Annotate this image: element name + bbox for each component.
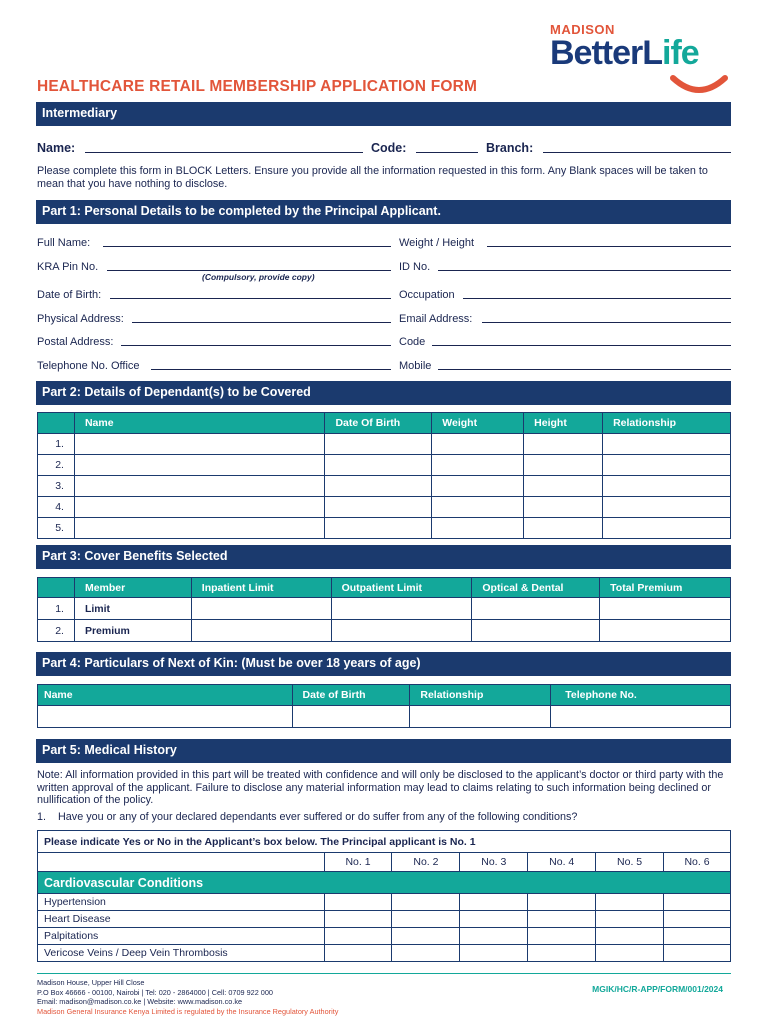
table-row — [38, 455, 731, 476]
table-cell[interactable] — [38, 706, 293, 728]
dependants-header-weight: Weight — [432, 413, 524, 434]
part4-bar: Part 4: Particulars of Next of Kin: (Must be over 18 years of age) — [36, 652, 731, 676]
id-no-field[interactable] — [438, 270, 731, 271]
weight-height-field[interactable] — [487, 246, 731, 247]
medical-question: 1. Have you or any of your declared dependants ever suffered or do suffer from any of the following conditions? — [37, 811, 578, 823]
kin-header-telephone: Telephone No. — [551, 685, 731, 706]
table-cell[interactable] — [325, 455, 432, 476]
part5-bar: Part 5: Medical History — [36, 739, 731, 763]
kin-header-name: Name — [38, 685, 293, 706]
table-cell[interactable] — [74, 476, 324, 497]
table-cell[interactable] — [74, 497, 324, 518]
table-cell[interactable] — [528, 911, 596, 928]
telephone-office-label: Telephone No. Office — [37, 360, 140, 372]
medical-history-table — [37, 830, 731, 962]
table-cell[interactable] — [524, 434, 603, 455]
table-row — [38, 894, 731, 911]
occupation-field[interactable] — [463, 298, 731, 299]
table-cell[interactable] — [524, 518, 603, 539]
kin-header-relationship: Relationship — [410, 685, 551, 706]
medical-header-no2: No. 2 — [392, 853, 460, 872]
footer-email-website: Email: madison@madison.co.ke | Website: www.madison.co.ke — [37, 997, 243, 1006]
row-label-premium: Premium — [74, 620, 191, 642]
part3-bar: Part 3: Cover Benefits Selected — [36, 545, 731, 569]
table-cell[interactable] — [410, 706, 551, 728]
table-cell[interactable] — [460, 894, 528, 911]
table-cell[interactable] — [331, 598, 472, 620]
kin-header-dob: Date of Birth — [292, 685, 410, 706]
condition-hypertension: Hypertension — [38, 894, 325, 911]
form-title: HEALTHCARE RETAIL MEMBERSHIP APPLICATION FORM — [37, 78, 478, 95]
table-row — [38, 497, 731, 518]
footer-po-box: P.O Box 46666 - 00100, Nairobi | Tel: 020 - 2864000 | Cell: 0709 922 000 — [37, 987, 273, 997]
table-row — [38, 476, 731, 497]
intermediary-name-field[interactable] — [85, 152, 363, 153]
row-number: 1. — [38, 598, 75, 620]
row-number: 2. — [38, 455, 75, 476]
instructions-text: Please complete this form in BLOCK Letters. Ensure you provide all the information requested in this form. Any Blank spaces will be taken to mean that you have nothing to disclose. — [37, 165, 708, 190]
table-cell[interactable] — [603, 455, 731, 476]
intermediary-bar: Intermediary — [36, 102, 731, 126]
table-cell[interactable] — [596, 945, 664, 962]
footer-regulation: Madison General Insurance Kenya Limited is regulated by the Insurance Regulatory Authority — [37, 1006, 339, 1016]
table-row — [38, 620, 731, 642]
table-row — [38, 434, 731, 455]
table-cell[interactable] — [392, 928, 460, 945]
table-row — [38, 706, 731, 728]
footer-contact — [37, 978, 338, 1016]
row-number: 4. — [38, 497, 75, 518]
intermediary-name-label: Name: — [37, 141, 76, 155]
medical-header-blank — [38, 853, 325, 872]
table-cell[interactable] — [392, 945, 460, 962]
dependants-header-index — [38, 413, 75, 434]
table-cell[interactable] — [528, 894, 596, 911]
postal-address-field[interactable] — [121, 345, 391, 346]
kra-pin-label: KRA Pin No. — [37, 261, 99, 273]
email-address-field[interactable] — [482, 322, 731, 323]
table-cell[interactable] — [524, 497, 603, 518]
table-cell[interactable] — [325, 497, 432, 518]
madison-betterlife-logo — [550, 22, 730, 100]
table-cell[interactable] — [292, 706, 410, 728]
table-row — [38, 945, 731, 962]
cover-benefits-table — [37, 577, 731, 642]
row-number: 3. — [38, 476, 75, 497]
row-label-limit: Limit — [74, 598, 191, 620]
kra-pin-hint: (Compulsory, provide copy) — [202, 272, 315, 282]
kra-pin-field[interactable] — [107, 270, 391, 271]
table-cell[interactable] — [664, 945, 731, 962]
table-cell[interactable] — [460, 945, 528, 962]
table-cell[interactable] — [551, 706, 731, 728]
mobile-field[interactable] — [438, 369, 731, 370]
physical-address-label: Physical Address: — [37, 313, 124, 325]
medical-header-no5: No. 5 — [596, 853, 664, 872]
id-no-label: ID No. — [399, 261, 431, 273]
part2-bar: Part 2: Details of Dependant(s) to be Covered — [36, 381, 731, 405]
row-number: 1. — [38, 434, 75, 455]
table-cell[interactable] — [472, 598, 600, 620]
dependants-table — [37, 412, 731, 539]
dependants-header-height: Height — [524, 413, 603, 434]
condition-heart-disease: Heart Disease — [38, 911, 325, 928]
table-cell[interactable] — [460, 911, 528, 928]
mobile-label: Mobile — [399, 360, 432, 372]
intermediary-code-field[interactable] — [416, 152, 478, 153]
table-cell[interactable] — [324, 928, 392, 945]
table-cell[interactable] — [191, 598, 331, 620]
condition-palpitations: Palpitations — [38, 928, 325, 945]
table-cell[interactable] — [74, 455, 324, 476]
table-cell[interactable] — [191, 620, 331, 642]
table-cell[interactable] — [664, 928, 731, 945]
cardiovascular-section-heading: Cardiovascular Conditions — [38, 872, 731, 894]
table-cell[interactable] — [603, 434, 731, 455]
full-name-label: Full Name: — [37, 237, 91, 249]
benefits-header-outpatient: Outpatient Limit — [331, 578, 472, 598]
table-cell[interactable] — [331, 620, 472, 642]
telephone-office-field[interactable] — [151, 369, 391, 370]
postal-address-label: Postal Address: — [37, 336, 114, 348]
table-cell[interactable] — [528, 928, 596, 945]
table-cell[interactable] — [596, 911, 664, 928]
part1-bar: Part 1: Personal Details to be completed by the Principal Applicant. — [36, 200, 731, 224]
table-row — [38, 518, 731, 539]
table-cell[interactable] — [432, 497, 524, 518]
code-field[interactable] — [432, 345, 731, 346]
medical-header-no1: No. 1 — [324, 853, 392, 872]
table-cell[interactable] — [600, 598, 731, 620]
dob-label: Date of Birth: — [37, 289, 102, 301]
table-cell[interactable] — [324, 894, 392, 911]
table-cell[interactable] — [324, 911, 392, 928]
table-cell[interactable] — [603, 476, 731, 497]
table-row — [38, 598, 731, 620]
next-of-kin-table — [37, 684, 731, 728]
table-cell[interactable] — [524, 455, 603, 476]
table-cell[interactable] — [603, 518, 731, 539]
table-cell[interactable] — [528, 945, 596, 962]
medical-header-no4: No. 4 — [528, 853, 596, 872]
table-cell[interactable] — [432, 476, 524, 497]
weight-height-label: Weight / Height — [399, 237, 475, 249]
physical-address-field[interactable] — [132, 322, 391, 323]
benefits-header-optical-dental: Optical & Dental — [472, 578, 600, 598]
medical-header-no6: No. 6 — [664, 853, 731, 872]
smile-icon — [670, 74, 728, 96]
table-row — [38, 911, 731, 928]
full-name-field[interactable] — [103, 246, 391, 247]
table-cell[interactable] — [325, 476, 432, 497]
table-cell[interactable] — [325, 518, 432, 539]
row-number: 2. — [38, 620, 75, 642]
table-cell[interactable] — [324, 945, 392, 962]
email-address-label: Email Address: — [399, 313, 473, 325]
table-row — [38, 928, 731, 945]
intermediary-code-label: Code: — [371, 141, 407, 155]
table-cell[interactable] — [600, 620, 731, 642]
benefits-header-index — [38, 578, 75, 598]
table-cell[interactable] — [325, 434, 432, 455]
table-cell[interactable] — [74, 518, 324, 539]
footer-address: Madison House, Upper Hill Close — [37, 978, 145, 987]
benefits-header-inpatient: Inpatient Limit — [191, 578, 331, 598]
table-cell[interactable] — [74, 434, 324, 455]
table-cell[interactable] — [392, 894, 460, 911]
table-cell[interactable] — [596, 928, 664, 945]
table-cell[interactable] — [524, 476, 603, 497]
condition-varicose-veins: Vericose Veins / Deep Vein Thrombosis — [38, 945, 325, 962]
medical-table-title: Please indicate Yes or No in the Applicant’s box below. The Principal applicant is No. 1 — [38, 831, 731, 853]
table-cell[interactable] — [603, 497, 731, 518]
table-cell[interactable] — [472, 620, 600, 642]
table-cell[interactable] — [664, 911, 731, 928]
intermediary-branch-field[interactable] — [543, 152, 731, 153]
occupation-label: Occupation — [399, 289, 455, 301]
dob-field[interactable] — [110, 298, 391, 299]
table-cell[interactable] — [460, 928, 528, 945]
table-cell[interactable] — [664, 894, 731, 911]
table-cell[interactable] — [392, 911, 460, 928]
benefits-header-member: Member — [74, 578, 191, 598]
logo-betterlife-text: BetterLife — [550, 34, 699, 72]
intermediary-branch-label: Branch: — [486, 141, 534, 155]
table-cell[interactable] — [432, 434, 524, 455]
medical-note: Note: All information provided in this part will be treated with confidence and will only be disclosed to the applicant’s doctor or third party with the written approval of the applicant. Failure to disclose any material information may lead to claims relating to such information being declined or nullification of the policy. — [37, 769, 724, 806]
row-number: 5. — [38, 518, 75, 539]
form-reference: MGIK/HC/R-APP/FORM/001/2024 — [592, 984, 723, 994]
dependants-header-dob: Date Of Birth — [325, 413, 432, 434]
code-label: Code — [399, 336, 426, 348]
benefits-header-total-premium: Total Premium — [600, 578, 731, 598]
dependants-header-relationship: Relationship — [603, 413, 731, 434]
table-cell[interactable] — [596, 894, 664, 911]
table-cell[interactable] — [432, 455, 524, 476]
table-cell[interactable] — [432, 518, 524, 539]
medical-header-no3: No. 3 — [460, 853, 528, 872]
dependants-header-name: Name — [74, 413, 324, 434]
logo-madison-text: MADISON — [550, 22, 615, 37]
footer-divider — [37, 973, 731, 974]
